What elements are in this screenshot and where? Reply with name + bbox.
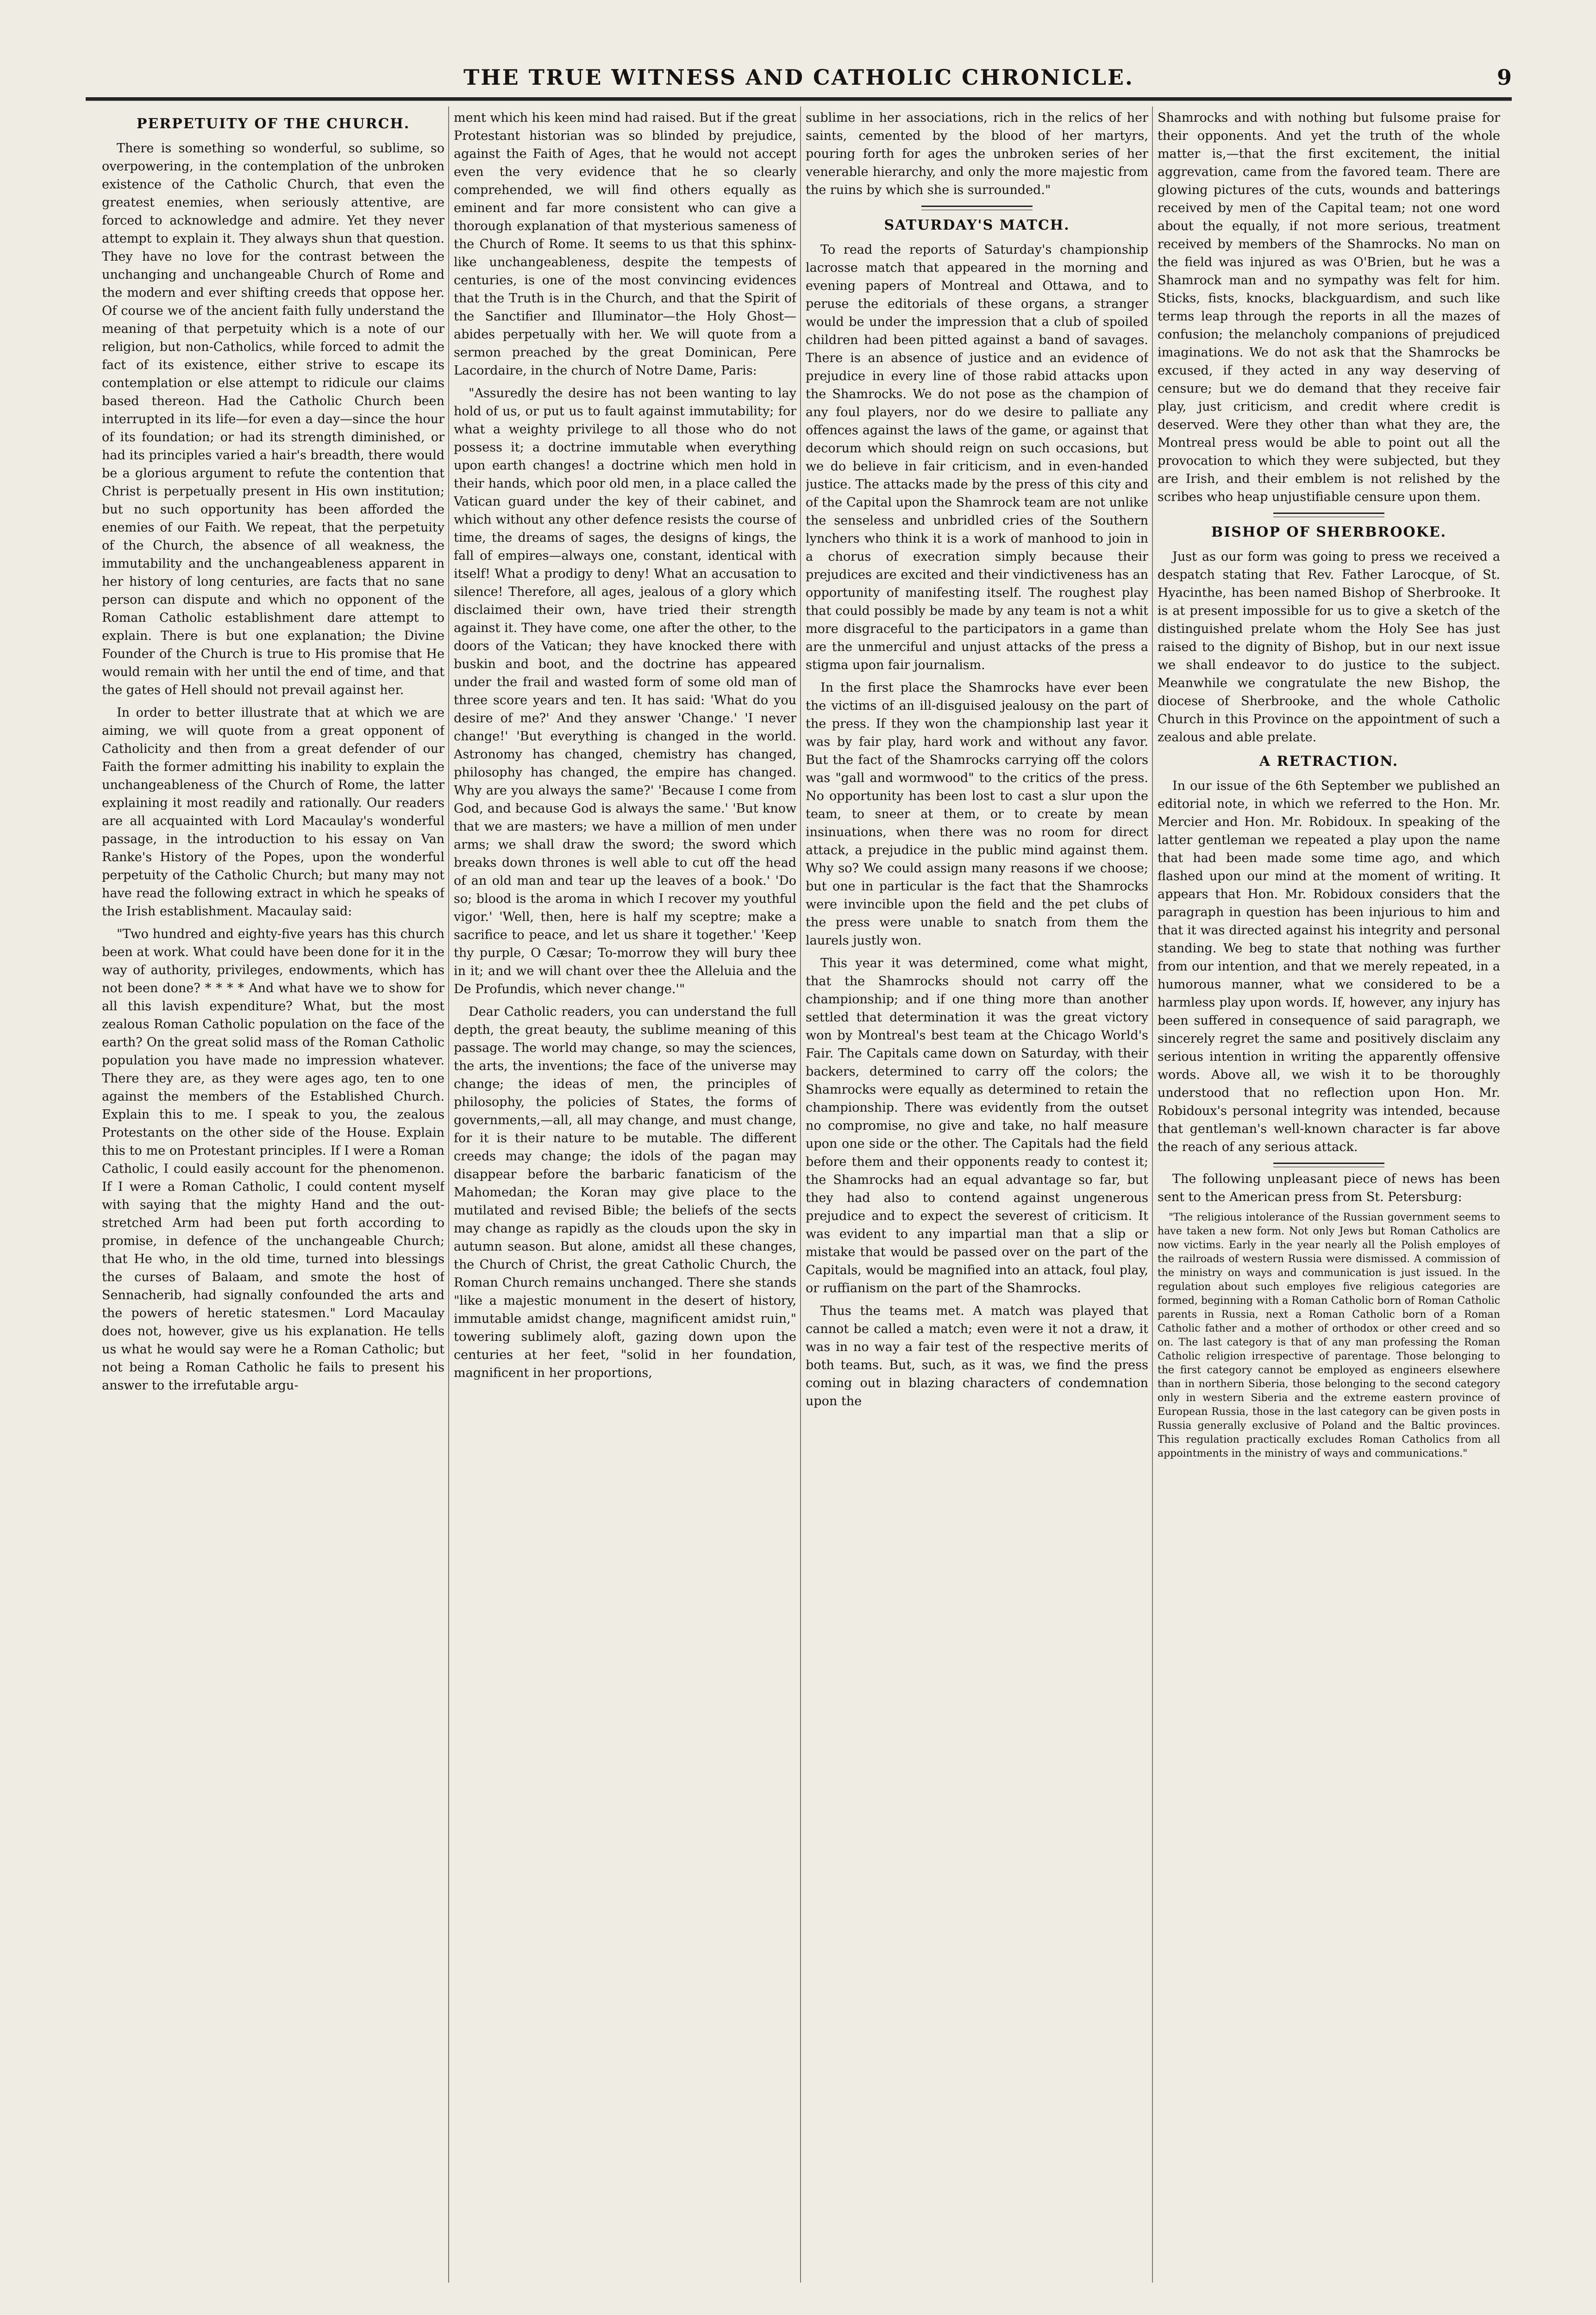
- article-quote: "Assuredly the desire has not been wanting to lay hold of us, or put us to fault against immutability; for what a weighty privilege to all those who do not possess it; a doctrine immutable when everything upon earth changes! a doctrine which men hold in their hands, which poor old men, in a place called the Vatican guard under the key of their cabinet, and which without any other defence resists the course of time, the dreams of sages, the designs of kings, the fall of empires—always one, constant, identical with itself! What a prodigy to deny! What an accusation to silence! Therefore, all ages, jealous of a glory which disclaimed their own, have tried their strength against it. They have come, one after the other, to the doors of the Vatican; they have knocked there with buskin and boot, and the doctrine has appeared under the frail and wasted form of some old man of three score years and ten. It has said: 'What do you desire of me?' And they answer 'Change.' 'I never change!' 'But everything is changed in the world. Astronomy has changed, chemistry has changed, philosophy has changed, the empire has changed. Why are you always the same?' 'Because I come from God, and because God is always the same.' 'But know that we are masters; we have a million of men under arms; we shall draw the sword; the sword which breaks down thrones is well able to cut off the head of an old man and tear up the leaves of a book.' 'Do so; blood is the aroma in which I recover my youthful vigor.' 'Well, then, here is half my sceptre; make a sacrifice to peace, and let us share it together.' 'Keep thy purple, O Cæsar; To-morrow they will bury thee in it; and we will chant over thee the Alleluia and the De Profundis, which never change.'": [454, 386, 796, 996]
- column-2: [454, 109, 796, 2276]
- article-paragraph: ment which his keen mind had raised. But if the great Protestant historian was so blinded by prejudice, against the Faith of Ages, that he would not accept even the very evidence that he so clearly comprehended, we will find others equally as eminent and far more consistent who can give a thorough explanation of that mysterious sameness of the Church of Rome. It seems to us that this sphinx-like unchangeableness, despite the tempests of centuries, is one of the most convincing evidences that the Truth is in the Church, and that the Spirit of the Sanctifier and Illuminator—the Holy Ghost—abides perpetually with her. We will quote from a sermon preached by the great Dominican, Pere Lacordaire, in the church of Notre Dame, Paris:: [454, 111, 796, 378]
- section-separator: [1273, 513, 1384, 517]
- column-divider: [448, 106, 449, 2283]
- article-heading-bishop-of-sherbrooke: BISHOP OF SHERBROOKE.: [1211, 524, 1447, 540]
- article-paragraph: sublime in her associations, rich in the relics of her saints, cemented by the blood of her martyrs, pouring forth for ages the unbroken series of her venerable hierarchy, and only the more majestic from the ruins by which she is surrounded.": [806, 111, 1148, 197]
- section-separator: [1273, 1163, 1384, 1167]
- column-divider: [800, 106, 801, 2283]
- article-paragraph: Thus the teams met. A match was played that cannot be called a match; even were it not a draw, it was in no way a fair test of the respective merits of both teams. But, such, as it was, we find the press coming out in blazing characters of condemnation upon the: [806, 1304, 1148, 1408]
- article-paragraph: To read the reports of Saturday's championship lacrosse match that appeared in the morning and evening papers of Montreal and Ottawa, and to peruse the editorials of these organs, a stranger would be under the impression that a club of spoiled children had been pitted against a band of savages. There is an absence of justice and an evidence of prejudice in every line of those rabid attacks upon the Shamrocks. We do not pose as the champion of any foul players, nor do we desire to palliate any offences against the laws of the game, or against that decorum which should reign on such occasions, but we do believe in fair criticism, and in even-handed justice. The attacks made by the press of this city and of the Capital upon the Shamrock team are not unlike the senseless and unbridled cries of the Southern lynchers who think it is a work of manhood to join in a chorus of execration simply because their prejudices are excited and their vindictiveness has an opportunity of manifesting itself. The roughest play that could possibly be made by any team is not a whit more disgraceful to the participators in a game than are the unmerciful and unjust attacks of the press a stigma upon fair journalism.: [806, 243, 1148, 672]
- newspaper-title: THE TRUE WITNESS AND CATHOLIC CHRONICLE.: [463, 65, 1134, 90]
- article-paragraph: This year it was determined, come what might, that the Shamrocks should not carry off the championship; and if one thing more than another settled that determination it was the great victory won by Montreal's best team at the Chicago World's Fair. The Capitals came down on Saturday, with their backers, determined to carry off the colors; the Shamrocks were equally as determined to retain the championship. There was evidently from the outset no compromise, no give and take, no half measure upon one side or the other. The Capitals had the field before them and their opponents ready to contest it; the Shamrocks had an equal advantage so far, but they had also to contend against ungenerous prejudice and to expect the severest of criticism. It was evident to any impartial man that a slip or mistake that would be passed over on the part of the Capitals, would be magnified into an attack, foul play, or ruffianism on the part of the Shamrocks.: [806, 956, 1148, 1295]
- column-divider: [1152, 106, 1153, 2283]
- news-dispatch-quote: "The religious intolerance of the Russian government seems to have taken a new form. Not only Jews but Roman Catholics are now victims. Early in the year nearly all the Polish employes of the railroads of western Russia were dismissed. A commission of the ministry on ways and communication is just issued. In the regulation about such employes five religious categories are formed, beginning with a Roman Catholic born of Roman Catholic parents in Russia, next a Roman Catholic born of a Roman Catholic father and a mother of orthodox or other creed and so on. The last category is that of any man professing the Roman Catholic religion irrespective of parentage. Those belonging to the first category cannot be employed as engineers elsewhere than in northern Siberia, those belonging to the second category only in western Siberia and the extreme eastern province of European Russia, those in the last category can be given posts in Russia generally exclusive of Poland and the Baltic provinces. This regulation practically excludes Roman Catholics from all appointments in the ministry of ways and communications.": [1158, 1212, 1500, 1459]
- article-paragraph: In the first place the Shamrocks have ever been the victims of an ill-disguised jealousy on the part of the press. If they won the championship last year it was by fair play, hard work and without any favor. But the fact of the Shamrocks carrying off the colors was "gall and wormwood" to the critics of the press. No opportunity has been lost to cast a slur upon the team, to sneer at them, or to create by mean insinuations, when there was no room for direct attack, a prejudice in the public mind against them. Why so? We could assign many reasons if we choose; but one in particular is the fact that the Shamrocks were invincible upon the field and the pet clubs of the press were unable to snatch from them the laurels justly won.: [806, 681, 1148, 948]
- article-heading-saturdays-match: SATURDAY'S MATCH.: [884, 217, 1070, 233]
- article-paragraph: Just as our form was going to press we received a despatch stating that Rev. Father Larocque, of St. Hyacinthe, has been named Bishop of Sherbrooke. It is at present impossible for us to give a sketch of the distinguished prelate whom the Holy See has just raised to the dignity of Bishop, but in our next issue we shall endeavor to do justice to the subject. Meanwhile we congratulate the new Bishop, the diocese of Sherbrooke, and the whole Catholic Church in this Province on the appointment of such a zealous and able prelate.: [1158, 550, 1500, 745]
- article-heading-perpetuity: PERPETUITY OF THE CHURCH.: [136, 116, 410, 132]
- article-heading-retraction: A RETRACTION.: [1259, 753, 1399, 770]
- article-quote: "Two hundred and eighty-five years has this church been at work. What could have been done for it in the way of authority, privileges, endowments, which has not been done? * * * * And what have we to show for all this lavish expenditure? What, but the most zealous Roman Catholic population on the face of the earth? On the great solid mass of the Roman Catholic population you have made no impression whatever. There they are, as they were ages ago, ten to one against the members of the Established Church. Explain this to me. I speak to you, the zealous Protestants on the other side of the House. Explain this to me on Protestant principles. If I were a Roman Catholic, I could easily account for the phenomenon. If I were a Roman Catholic, I could content myself with saying that the mighty Hand and the out-stretched Arm had been put forth according to promise, in defence of the unchangeable Church; that He who, in the old time, turned into blessings the curses of Balaam, and smote the host of Sennacherib, had signally confounded the arts and the powers of heretic statesmen." Lord Macaulay does not, however, give us his explanation. He tells us what he would say were he a Roman Catholic; but not being a Roman Catholic he fails to present his answer to the irrefutable argu-: [102, 927, 444, 1393]
- masthead: [86, 60, 1512, 111]
- page-number: 9: [1496, 65, 1512, 90]
- article-paragraph: In order to better illustrate that at which we are aiming, we will quote from a great opponent of Catholicity and then from a great defender of our Faith the former admitting his inability to explain the unchangeableness of the Church of Rome, the latter explaining it most readily and rationally. Our readers are all acquainted with Lord Macaulay's wonderful passage, in the introduction to his essay on Van Ranke's History of the Popes, upon the wonderful perpetuity of the Catholic Church; but many may not have read the following extract in which he speaks of the Irish establishment. Macaulay said:: [102, 706, 444, 919]
- article-paragraph: Shamrocks and with nothing but fulsome praise for their opponents. And yet the truth of the whole matter is,—that the first excitement, the initial aggrevation, came from the favored team. There are glowing pictures of the cuts, wounds and batterings received by men of the Capital team; not one word about the equally, if not more serious, treatment received by members of the Shamrocks. No man on the field was injured as was O'Brien, but he was a Shamrock man and no sympathy was felt for him. Sticks, fists, knocks, blackguardism, and such like terms leap through the reports in all the mazes of confusion; the melancholy companions of prejudiced imaginations. We do not ask that the Shamrocks be excused, if they acted in any way deserving of censure; but we do demand that they receive fair play, just criticism, and credit where credit is deserved. Were they other than what they are, the Montreal press would be able to point out all the provocation to which they were subjected, but they are Irish, and their emblem is not relished by the scribes who heap unjustifiable censure upon them.: [1158, 111, 1500, 504]
- article-paragraph: The following unpleasant piece of news has been sent to the American press from St. Petersburg:: [1158, 1172, 1500, 1204]
- article-paragraph: Dear Catholic readers, you can understand the full depth, the great beauty, the sublime meaning of this passage. The world may change, so may the sciences, the arts, the inventions; the face of the universe may change; the ideas of men, the principles of philosophy, the policies of States, the forms of governments,—all, all may change, and must change, for it is their nature to be mutable. The different creeds may change; the idols of the pagan may disappear before the barbaric fanaticism of the Mahomedan; the Koran may give place to the mutilated and revised Bible; the beliefs of the sects may change as rapidly as the clouds upon the sky in autumn season. But alone, amidst all these changes, the Church of Christ, the great Catholic Church, the Roman Church remains unchanged. There she stands "like a majestic monument in the desert of history, immutable amidst change, magnificent amidst ruin," towering sublimely aloft, gazing down upon the centuries at her feet, "solid in her foundation, magnificent in her proportions,: [454, 1005, 796, 1380]
- section-separator: [921, 206, 1033, 210]
- article-paragraph: There is something so wonderful, so sublime, so overpowering, in the contemplation of the unbroken existence of the Catholic Church, that even the greatest enemies, when seriously attentive, are forced to acknowledge and admire. Yet they never attempt to explain it. They always shun that question. They have no love for the contrast between the unchanging and unchangeable Church of Rome and the modern and ever shifting creeds that oppose her. Of course we of the ancient faith fully understand the meaning of that perpetuity which is a note of our religion, but non-Catholics, while forced to admit the fact of its existence, either strive to escape its contemplation or else attempt to ridicule our claims based thereon. Had the Catholic Church been interrupted in its life—for even a day—since the hour of its foundation; or had its strength diminished, or had its principles varied a hair's breadth, there would be a glorious argument to refute the contention that Christ is perpetually present in His own institution; but no such opportunity has been afforded the enemies of our Faith. We repeat, that the perpetuity of the Church, the absence of all weakness, the immutability and the unchangeableness apparent in her history of long centuries, are facts that no sane person can dispute and which no opponent of the Roman Catholic establishment dare attempt to explain. There is but one explanation; the Divine Founder of the Church is true to His promise that He would remain with her until the end of time, and that the gates of Hell should not prevail against her.: [102, 141, 444, 697]
- masthead-rule: [86, 97, 1512, 101]
- article-paragraph: In our issue of the 6th September we published an editorial note, in which we referred to the Hon. Mr. Mercier and Hon. Mr. Robidoux. In speaking of the latter gentleman we repeated a play upon the name that had been made some time ago, and which flashed upon our mind at the moment of writing. It appears that Hon. Mr. Robidoux considers that the paragraph in question has been injurious to him and that it was directed against his integrity and personal standing. We beg to state that nothing was further from our intention, and that we merely repeated, in a humorous manner, what we considered to be a harmless play upon words. If, however, any injury has been suffered in consequence of said paragraph, we sincerely regret the same and positively disclaim any serious intention in writing the apparently offensive words. Above all, we wish it to be thoroughly understood that no reflection upon Hon. Mr. Robidoux's personal integrity was intended, because that gentleman's well-known character is far above the reach of any serious attack.: [1158, 779, 1500, 1154]
- column-4: [1158, 109, 1500, 2276]
- column-3: [806, 109, 1148, 2276]
- column-1: [102, 109, 444, 2276]
